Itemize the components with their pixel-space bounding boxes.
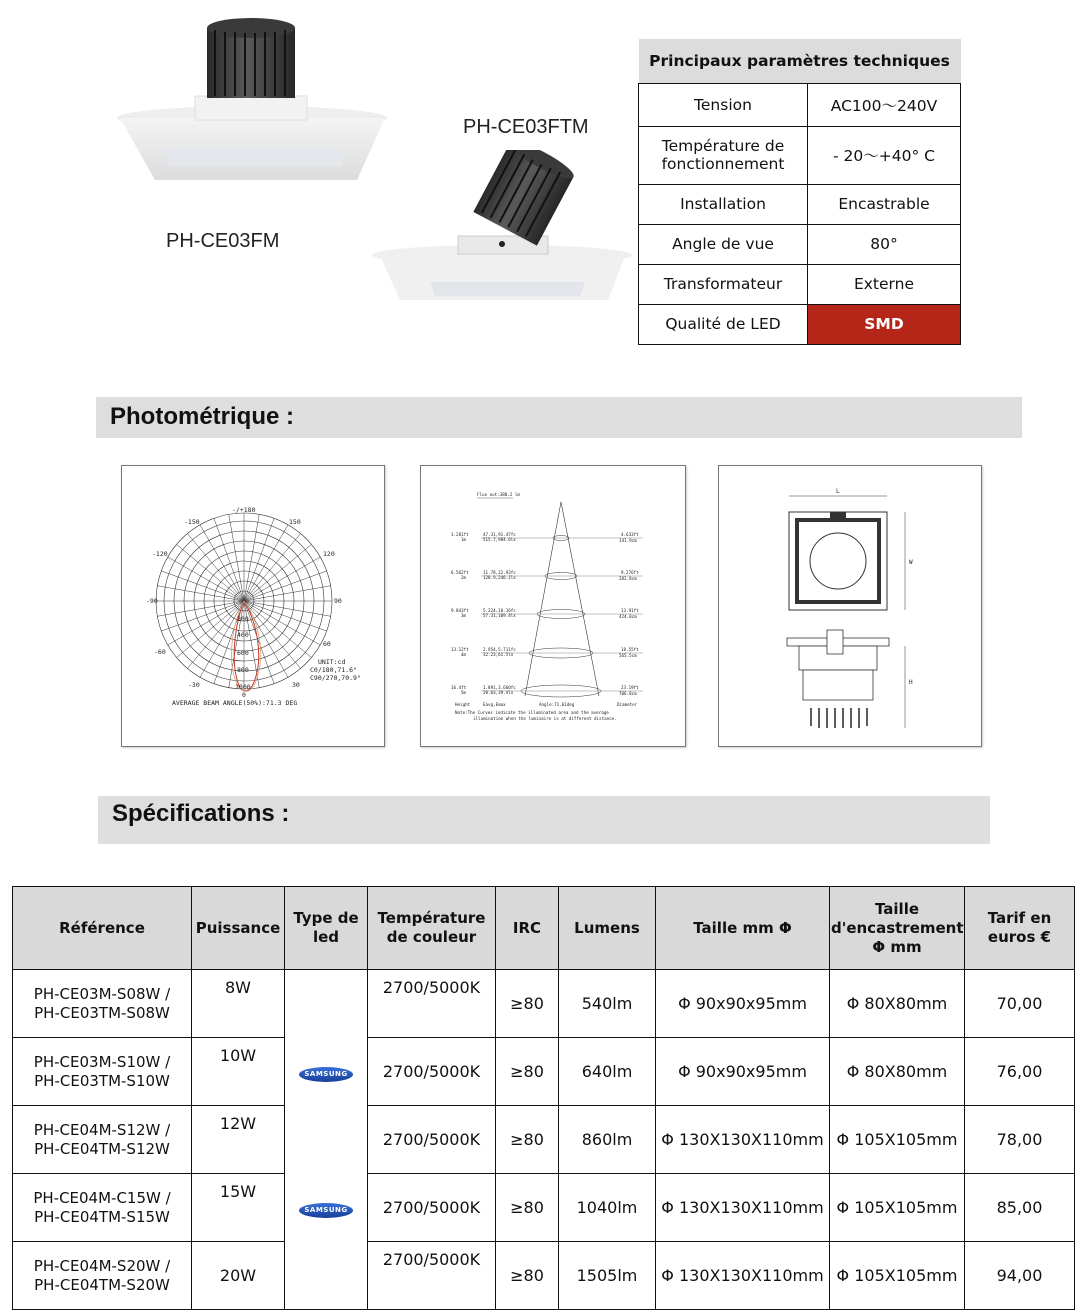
dim-w: W bbox=[909, 559, 913, 566]
polar-angle-label: -150 bbox=[184, 518, 200, 526]
polar-radial-label: 400 bbox=[237, 631, 249, 639]
cell-reference: PH-CE04M-S12W / PH-CE04TM-S12W bbox=[13, 1106, 192, 1174]
cone-footer: Eavg,Emax bbox=[483, 702, 506, 707]
polar-angle-label: 0 bbox=[242, 691, 246, 699]
dim-h: H bbox=[909, 679, 913, 686]
cell-lumens: 540lm bbox=[559, 970, 656, 1038]
cell-cutout: Φ 80X80mm bbox=[830, 970, 965, 1038]
cone-height-m: 3m bbox=[461, 613, 467, 618]
table-row bbox=[13, 1242, 1075, 1310]
cell-irc: ≥80 bbox=[496, 1038, 559, 1106]
cone-diameter: 4.633ft bbox=[621, 532, 639, 537]
cell-price: 76,00 bbox=[965, 1038, 1075, 1106]
cell-led-type bbox=[285, 970, 368, 1038]
polar-radial-label: 800 bbox=[237, 666, 249, 674]
cell-cutout: Φ 80X80mm bbox=[830, 1038, 965, 1106]
cell-temp: 2700/5000K bbox=[368, 1038, 496, 1106]
cell-temp: 2700/5000K bbox=[368, 1242, 496, 1310]
cell-cutout: Φ 105X105mm bbox=[830, 1174, 965, 1242]
specifications-table bbox=[12, 886, 1075, 1310]
polar-angle-label: 90 bbox=[334, 597, 342, 605]
header-led-type: Type de led bbox=[285, 887, 368, 970]
header-irc: IRC bbox=[496, 887, 559, 970]
cone-lux2: 32.23,61.5lx bbox=[483, 652, 514, 657]
illuminance-cone-diagram bbox=[420, 465, 686, 747]
table-row bbox=[13, 970, 1075, 1038]
cone-height-m: 4m bbox=[461, 652, 467, 657]
cone-lux: 5.224,10.16fc bbox=[483, 608, 516, 613]
cell-led-type bbox=[285, 1038, 368, 1106]
cone-height-m: 1m bbox=[461, 537, 467, 542]
table-row bbox=[13, 1174, 1075, 1242]
cell-temp: 2700/5000K bbox=[368, 970, 496, 1038]
cone-diameter2: 282.8cm bbox=[619, 576, 637, 581]
tech-param-value: AC100～240V bbox=[808, 83, 961, 126]
cell-power: 8W bbox=[192, 970, 285, 1038]
cone-flux-label: Flux out:380.2 lm bbox=[477, 492, 520, 497]
photometric-section-header bbox=[96, 397, 1022, 438]
cell-size: Φ 90x90x95mm bbox=[656, 1038, 830, 1106]
table-row bbox=[13, 1106, 1075, 1174]
cone-lux2: 57.31,109.4lx bbox=[483, 613, 516, 618]
tech-param-label: Transformateur bbox=[639, 264, 808, 304]
cone-lux2: 515.7,984.6lx bbox=[483, 537, 516, 542]
cell-size: Φ 130X130X110mm bbox=[656, 1174, 830, 1242]
polar-angle-label: -90 bbox=[146, 597, 158, 605]
cone-footer: Diameter bbox=[617, 702, 638, 707]
header-color-temp: Température de couleur bbox=[368, 887, 496, 970]
cone-lux: 47.31,91.47fc bbox=[483, 532, 516, 537]
tech-param-value: - 20～+40° C bbox=[808, 126, 961, 184]
table-row bbox=[13, 1038, 1075, 1106]
cell-led-type bbox=[285, 1106, 368, 1174]
photometric-title: Photométrique : bbox=[110, 403, 294, 430]
cell-temp: 2700/5000K bbox=[368, 1174, 496, 1242]
cell-power: 10W bbox=[192, 1038, 285, 1106]
cell-reference: PH-CE03M-S10W / PH-CE03TM-S10W bbox=[13, 1038, 192, 1106]
polar-legend: C0/180,71.6° bbox=[310, 666, 357, 674]
polar-angle-label: 120 bbox=[323, 550, 335, 558]
polar-radial-label: 1000 bbox=[235, 683, 251, 691]
specifications-section-header bbox=[98, 796, 990, 844]
cone-note: illumination when the luminaire is at different distance. bbox=[473, 716, 617, 721]
cell-cutout: Φ 105X105mm bbox=[830, 1106, 965, 1174]
cell-size: Φ 90x90x95mm bbox=[656, 970, 830, 1038]
dim-l: L bbox=[836, 488, 840, 495]
product-image-tilt bbox=[370, 150, 635, 310]
cell-size: Φ 130X130X110mm bbox=[656, 1242, 830, 1310]
tech-param-value: 80° bbox=[808, 224, 961, 264]
cell-price: 78,00 bbox=[965, 1106, 1075, 1174]
led-quality-badge: SMD bbox=[808, 304, 961, 344]
cell-lumens: 1505lm bbox=[559, 1242, 656, 1310]
cone-footer: Height bbox=[455, 702, 471, 707]
cone-diameter: 18.55ft bbox=[621, 647, 639, 652]
cell-irc: ≥80 bbox=[496, 1242, 559, 1310]
tech-param-label: Angle de vue bbox=[639, 224, 808, 264]
cone-diameter2: 141.9cm bbox=[619, 538, 637, 543]
cell-lumens: 860lm bbox=[559, 1106, 656, 1174]
header-reference: Référence bbox=[13, 887, 192, 970]
cone-height-m: 5m bbox=[461, 690, 467, 695]
tech-params-table bbox=[638, 39, 961, 345]
polar-angle-label: -120 bbox=[152, 550, 168, 558]
polar-angle-label: 60 bbox=[323, 640, 331, 648]
cell-power: 20W bbox=[192, 1242, 285, 1310]
spec-header-row bbox=[13, 887, 1075, 970]
samsung-logo: SAMSUNG bbox=[299, 1067, 353, 1082]
polar-angle-label: -/+180 bbox=[232, 506, 256, 514]
tech-param-label: Température de fonctionnement bbox=[639, 126, 808, 184]
cell-led-type bbox=[285, 1242, 368, 1310]
dimension-drawing bbox=[718, 465, 982, 747]
cell-price: 85,00 bbox=[965, 1174, 1075, 1242]
tech-param-label: Installation bbox=[639, 184, 808, 224]
product-label-fixed: PH-CE03FM bbox=[166, 230, 280, 252]
cell-irc: ≥80 bbox=[496, 1174, 559, 1242]
cone-lux2: 128.9,246.1lx bbox=[483, 575, 516, 580]
cell-lumens: 1040lm bbox=[559, 1174, 656, 1242]
cone-diameter2: 706.8cm bbox=[619, 691, 637, 696]
cone-lux: 1.891,3.660fc bbox=[483, 685, 516, 690]
polar-caption: AVERAGE BEAM ANGLE(50%):71.3 DEG bbox=[172, 699, 298, 707]
cone-diameter: 23.19ft bbox=[621, 685, 639, 690]
cone-height: 16.4ft bbox=[451, 685, 467, 690]
cell-size: Φ 130X130X110mm bbox=[656, 1106, 830, 1174]
cell-price: 94,00 bbox=[965, 1242, 1075, 1310]
cell-power: 12W bbox=[192, 1106, 285, 1174]
cone-height: 9.843ft bbox=[451, 608, 469, 613]
cone-lux: 2.954,5.711fc bbox=[483, 647, 516, 652]
cone-footer: Angle:71.61deg bbox=[539, 702, 575, 707]
tech-params-title: Principaux paramètres techniques bbox=[639, 39, 961, 83]
cell-irc: ≥80 bbox=[496, 970, 559, 1038]
cone-note: Note:The Curves indicate the illuminated area and the average bbox=[455, 710, 609, 715]
cell-reference: PH-CE03M-S08W / PH-CE03TM-S08W bbox=[13, 970, 192, 1038]
polar-legend: UNIT:cd bbox=[318, 658, 346, 666]
cone-diameter: 9.276ft bbox=[621, 570, 639, 575]
header-size: Taille mm Φ bbox=[656, 887, 830, 970]
cone-diameter: 13.91ft bbox=[621, 608, 639, 613]
cone-height: 3.281ft bbox=[451, 532, 469, 537]
product-label-tilt: PH-CE03FTM bbox=[463, 116, 589, 138]
cell-reference: PH-CE04M-C15W / PH-CE04TM-S15W bbox=[13, 1174, 192, 1242]
polar-radial-label: 600 bbox=[237, 649, 249, 657]
cone-height: 13.12ft bbox=[451, 647, 469, 652]
tech-param-value: Externe bbox=[808, 264, 961, 304]
cone-diameter2: 565.5cm bbox=[619, 653, 637, 658]
cell-lumens: 640lm bbox=[559, 1038, 656, 1106]
header-lumens: Lumens bbox=[559, 887, 656, 970]
polar-angle-label: -60 bbox=[154, 648, 166, 656]
cell-led-type bbox=[285, 1174, 368, 1242]
header-cutout: Taille d'encastrement Φ mm bbox=[830, 887, 965, 970]
cone-height: 6.562ft bbox=[451, 570, 469, 575]
polar-angle-label: 30 bbox=[292, 681, 300, 689]
product-image-fixed bbox=[115, 8, 395, 193]
tech-param-value: Encastrable bbox=[808, 184, 961, 224]
cell-price: 70,00 bbox=[965, 970, 1075, 1038]
cone-lux: 11.78,22.93fc bbox=[483, 570, 516, 575]
cell-reference: PH-CE04M-S20W / PH-CE04TM-S20W bbox=[13, 1242, 192, 1310]
cell-temp: 2700/5000K bbox=[368, 1106, 496, 1174]
samsung-logo: SAMSUNG bbox=[299, 1203, 353, 1218]
polar-radial-label: 200 bbox=[237, 615, 249, 623]
header-power: Puissance bbox=[192, 887, 285, 970]
polar-angle-label: -30 bbox=[188, 681, 200, 689]
polar-diagram bbox=[121, 465, 385, 747]
cell-power: 15W bbox=[192, 1174, 285, 1242]
cone-diameter2: 424.0cm bbox=[619, 614, 637, 619]
cell-cutout: Φ 105X105mm bbox=[830, 1242, 965, 1310]
specifications-title: Spécifications : bbox=[112, 800, 290, 827]
cell-irc: ≥80 bbox=[496, 1106, 559, 1174]
tech-param-label: Qualité de LED bbox=[639, 304, 808, 344]
polar-angle-label: 150 bbox=[289, 518, 301, 526]
polar-legend: C90/270,70.9° bbox=[310, 674, 361, 682]
cone-lux2: 20.63,39.4lx bbox=[483, 690, 514, 695]
tech-param-label: Tension bbox=[639, 83, 808, 126]
header-price: Tarif en euros € bbox=[965, 887, 1075, 970]
cone-height-m: 2m bbox=[461, 575, 467, 580]
